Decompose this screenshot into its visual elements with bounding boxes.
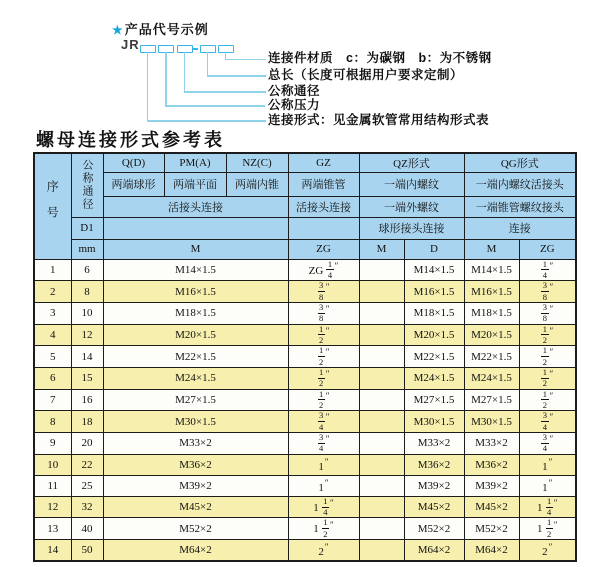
cell-qz-d: M24×1.5 <box>404 367 464 389</box>
table-body <box>34 259 576 561</box>
th-taper-thread-joint: 一端锥管螺纹接头 <box>464 196 576 217</box>
header-row-1 <box>34 153 576 172</box>
header-row-3 <box>34 196 576 217</box>
inch-mark: ″ <box>324 456 329 467</box>
header-row-4 <box>34 217 576 239</box>
header-row-5 <box>34 239 576 259</box>
th-group-nzc: NZ(C) <box>226 153 288 172</box>
table-row <box>34 281 576 303</box>
cell-qg-zg <box>519 389 576 411</box>
cell-m: M20×1.5 <box>103 324 288 346</box>
cell-dn: 40 <box>71 518 103 540</box>
th-inner-thread-union: 一端内螺纹活接头 <box>464 172 576 196</box>
cell-m: M39×2 <box>103 475 288 496</box>
cell-gz: 1 $\frac{1}{2}$ ″ <box>288 518 359 540</box>
cell-no: 6 <box>34 367 71 389</box>
connection-table <box>33 152 577 562</box>
cell-no: 4 <box>34 324 71 346</box>
table-row <box>34 454 576 475</box>
fraction: $\frac{1}{2}$ <box>319 367 324 389</box>
fraction: $\frac{1}{2}$ <box>319 345 324 367</box>
th-seq: 序号 <box>34 153 71 259</box>
cell-gz <box>288 389 359 411</box>
inch-mark: ″ <box>330 519 334 530</box>
inch-mark: ″ <box>325 347 330 358</box>
code-dash <box>192 48 198 50</box>
th-qg-m: M <box>464 239 519 259</box>
header-row-2 <box>34 172 576 196</box>
fraction: $\frac{1}{2}$ <box>542 324 548 345</box>
table-row <box>34 302 576 324</box>
cell-qz-m <box>359 367 404 389</box>
cell-gz: 2″ <box>288 540 359 561</box>
inch-mark: ″ <box>324 477 329 488</box>
star-icon: ★ <box>112 23 124 37</box>
cell-qg-zg <box>519 281 576 303</box>
table-row <box>34 259 576 281</box>
connector-line <box>184 52 186 92</box>
cell-qg-zg <box>519 324 576 346</box>
cell-qg-zg: 2″ <box>519 540 576 561</box>
code-label-length: 总长（长度可根据用户要求定制） <box>268 67 464 82</box>
cell-gz <box>288 324 359 346</box>
th-qz-m: M <box>359 239 404 259</box>
connector-line <box>165 105 265 107</box>
th-nominal-diameter: 公称通径 <box>71 153 103 217</box>
cell-m: M30×1.5 <box>103 411 288 433</box>
fraction: $\frac{1}{2}$ <box>542 345 548 367</box>
th-group-pma: PM(A) <box>164 153 226 172</box>
fraction: $\frac{1}{2}$ <box>323 517 328 539</box>
code-box-5 <box>218 45 234 53</box>
cell-qg-zg: 1″ <box>519 454 576 475</box>
cell-qg-m: M52×2 <box>464 518 519 540</box>
cell-m: M16×1.5 <box>103 281 288 303</box>
cell-no: 12 <box>34 496 71 518</box>
cell-dn: 14 <box>71 346 103 368</box>
th-union-connect-1: 活接头连接 <box>103 196 288 217</box>
cell-qz-m <box>359 433 404 455</box>
connector-line <box>147 120 266 122</box>
connector-line <box>225 59 266 61</box>
cell-qg-zg <box>519 367 576 389</box>
cell-gz <box>288 367 359 389</box>
table-row <box>34 389 576 411</box>
th-group-qg: QG形式 <box>464 153 576 172</box>
th-group-gz: GZ <box>288 153 359 172</box>
table-row <box>34 540 576 561</box>
cell-qz-m <box>359 475 404 496</box>
cell-dn: 20 <box>71 433 103 455</box>
th-inner-thread: 一端内螺纹 <box>359 172 464 196</box>
th-ends-cone: 两端内锥 <box>226 172 288 196</box>
cell-qg-zg <box>519 346 576 368</box>
th-qz-d: D <box>404 239 464 259</box>
table-row <box>34 475 576 496</box>
cell-qg-m: M36×2 <box>464 454 519 475</box>
fraction: $\frac{1}{2}$ <box>319 389 324 410</box>
fraction: $\frac{3}{8}$ <box>319 302 324 324</box>
inch-mark: ″ <box>325 282 330 293</box>
diagram-title-text: 产品代号示例 <box>124 22 209 37</box>
cell-gz <box>288 281 359 303</box>
fraction: $\frac{1}{4}$ <box>547 496 552 518</box>
cell-dn: 32 <box>71 496 103 518</box>
cell-gz: 1 $\frac{1}{4}$ ″ <box>288 496 359 518</box>
cell-m: M33×2 <box>103 433 288 455</box>
cell-qz-d: M20×1.5 <box>404 324 464 346</box>
inch-mark: ″ <box>325 325 330 336</box>
fraction: $\frac{3}{4}$ <box>319 410 324 432</box>
cell-dn: 50 <box>71 540 103 561</box>
inch-mark: ″ <box>325 412 330 423</box>
inch-mark: ″ <box>549 304 554 315</box>
cell-no: 11 <box>34 475 71 496</box>
cell-dn: 16 <box>71 389 103 411</box>
inch-mark: ″ <box>549 325 554 336</box>
cell-qg-m: M16×1.5 <box>464 281 519 303</box>
cell-qz-d: M45×2 <box>404 496 464 518</box>
cell-m: M18×1.5 <box>103 302 288 324</box>
fraction: $\frac{1}{4}$ <box>542 259 548 280</box>
table-title: 螺母连接形式参考表 <box>36 130 225 150</box>
diagram-title <box>112 19 209 38</box>
cell-no: 8 <box>34 411 71 433</box>
inch-mark: ″ <box>548 541 553 552</box>
cell-no: 5 <box>34 346 71 368</box>
code-box-4 <box>200 45 216 53</box>
th-qg-zg: ZG <box>519 239 576 259</box>
fraction: $\frac{1}{2}$ <box>319 324 324 345</box>
connector-line <box>147 52 149 121</box>
connector-line <box>207 52 209 76</box>
cell-qg-m: M18×1.5 <box>464 302 519 324</box>
cell-gz <box>288 302 359 324</box>
fraction: $\frac{3}{8}$ <box>542 302 548 324</box>
th-ends-ball: 两端球形 <box>103 172 164 196</box>
th-connect: 连接 <box>464 217 576 239</box>
inch-mark: ″ <box>549 347 554 358</box>
inch-mark: ″ <box>324 541 329 552</box>
cell-qz-d: M64×2 <box>404 540 464 561</box>
cell-qz-m <box>359 281 404 303</box>
inch-mark: ″ <box>549 434 554 445</box>
code-box-1 <box>140 45 156 53</box>
cell-qg-m: M22×1.5 <box>464 346 519 368</box>
fraction: $\frac{1}{2}$ <box>542 389 548 410</box>
connector-line <box>184 91 266 93</box>
th-zg: ZG <box>288 239 359 259</box>
cell-dn: 12 <box>71 324 103 346</box>
cell-qg-m: M27×1.5 <box>464 389 519 411</box>
inch-mark: ″ <box>549 390 554 401</box>
th-blank-m <box>103 217 288 239</box>
fraction: $\frac{1}{2}$ <box>547 517 552 539</box>
code-label-pressure: 公称压力 <box>268 97 321 112</box>
th-mm: mm <box>71 239 103 259</box>
table-row <box>34 411 576 433</box>
cell-qg-zg <box>519 433 576 455</box>
cell-m: M36×2 <box>103 454 288 475</box>
inch-mark: ″ <box>553 519 558 530</box>
code-label-material: 连接件材质 c：为碳钢 b：为不锈钢 <box>268 51 492 65</box>
cell-qg-m: M30×1.5 <box>464 411 519 433</box>
fraction: $\frac{1}{2}$ <box>542 367 548 389</box>
cell-qg-zg <box>519 259 576 281</box>
cell-dn: 15 <box>71 367 103 389</box>
cell-qg-zg <box>519 302 576 324</box>
fraction: $\frac{3}{4}$ <box>319 432 324 454</box>
cell-qz-m <box>359 259 404 281</box>
cell-gz: 1″ <box>288 454 359 475</box>
connector-line <box>165 52 167 106</box>
inch-mark: ″ <box>549 412 554 423</box>
cell-gz <box>288 346 359 368</box>
inch-mark: ″ <box>549 282 554 293</box>
inch-mark: ″ <box>325 369 330 380</box>
inch-mark: ″ <box>334 260 339 271</box>
th-outer-thread: 一端外螺纹 <box>359 196 464 217</box>
cell-qz-d: M27×1.5 <box>404 389 464 411</box>
cell-gz: 1″ <box>288 475 359 496</box>
table-row <box>34 433 576 455</box>
cell-no: 10 <box>34 454 71 475</box>
connector-line <box>207 75 266 77</box>
fraction: $\frac{1}{4}$ <box>323 496 328 518</box>
cell-m: M22×1.5 <box>103 346 288 368</box>
fraction: $\frac{3}{8}$ <box>542 280 548 302</box>
cell-qz-d: M36×2 <box>404 454 464 475</box>
fraction: $\frac{3}{8}$ <box>319 280 324 302</box>
cell-qz-m <box>359 454 404 475</box>
cell-qg-m: M20×1.5 <box>464 324 519 346</box>
cell-no: 9 <box>34 433 71 455</box>
cell-no: 1 <box>34 259 71 281</box>
cell-qg-m: M33×2 <box>464 433 519 455</box>
table-row <box>34 518 576 540</box>
cell-dn: 18 <box>71 411 103 433</box>
cell-no: 2 <box>34 281 71 303</box>
connection-table-wrap <box>33 152 577 562</box>
cell-no: 3 <box>34 302 71 324</box>
cell-qz-d: M33×2 <box>404 433 464 455</box>
cell-qz-m <box>359 302 404 324</box>
cell-qg-m: M45×2 <box>464 496 519 518</box>
table-row <box>34 367 576 389</box>
cell-dn: 22 <box>71 454 103 475</box>
cell-qz-m <box>359 346 404 368</box>
th-group-qd: Q(D) <box>103 153 164 172</box>
cell-gz <box>288 433 359 455</box>
th-ball-joint-connect: 球形接头连接 <box>359 217 464 239</box>
cell-qz-m <box>359 496 404 518</box>
th-group-qz: QZ形式 <box>359 153 464 172</box>
cell-qz-m <box>359 411 404 433</box>
inch-mark: ″ <box>330 497 334 508</box>
code-label-diameter: 公称通径 <box>268 83 321 98</box>
cell-gz: ZG $\frac{1}{4}$ ″ <box>288 259 359 281</box>
cell-dn: 10 <box>71 302 103 324</box>
cell-no: 14 <box>34 540 71 561</box>
cell-gz <box>288 411 359 433</box>
cell-qz-d: M14×1.5 <box>404 259 464 281</box>
table-row <box>34 346 576 368</box>
cell-no: 13 <box>34 518 71 540</box>
cell-m: M64×2 <box>103 540 288 561</box>
th-blank-gz <box>288 217 359 239</box>
code-box-3 <box>177 45 193 53</box>
inch-mark: ″ <box>549 369 554 380</box>
cell-qz-m <box>359 324 404 346</box>
cell-qz-d: M16×1.5 <box>404 281 464 303</box>
code-label-connection: 连接形式：见金属软管常用结构形式表 <box>268 112 490 127</box>
th-m-wide: M <box>103 239 288 259</box>
cell-qz-d: M18×1.5 <box>404 302 464 324</box>
fraction: $\frac{3}{4}$ <box>542 432 548 454</box>
cell-qg-zg: 1″ <box>519 475 576 496</box>
cell-qz-d: M52×2 <box>404 518 464 540</box>
cell-qg-m: M64×2 <box>464 540 519 561</box>
cell-qg-m: M24×1.5 <box>464 367 519 389</box>
cell-qg-m: M39×2 <box>464 475 519 496</box>
th-ends-flat: 两端平面 <box>164 172 226 196</box>
cell-qz-m <box>359 540 404 561</box>
table-row <box>34 324 576 346</box>
cell-no: 7 <box>34 389 71 411</box>
cell-dn: 6 <box>71 259 103 281</box>
cell-m: M14×1.5 <box>103 259 288 281</box>
cell-qz-m <box>359 389 404 411</box>
th-ends-taper-pipe: 两端锥管 <box>288 172 359 196</box>
cell-qg-zg <box>519 411 576 433</box>
inch-mark: ″ <box>325 304 330 315</box>
cell-qz-d: M22×1.5 <box>404 346 464 368</box>
fraction: $\frac{1}{4}$ <box>327 259 333 280</box>
table-header <box>34 153 576 259</box>
inch-mark: ″ <box>325 390 330 401</box>
inch-mark: ″ <box>548 456 553 467</box>
cell-qz-d: M39×2 <box>404 475 464 496</box>
fraction: $\frac{3}{4}$ <box>542 410 548 432</box>
inch-mark: ″ <box>325 434 330 445</box>
cell-qg-m: M14×1.5 <box>464 259 519 281</box>
table-row <box>34 496 576 518</box>
cell-qz-d: M30×1.5 <box>404 411 464 433</box>
cell-dn: 25 <box>71 475 103 496</box>
product-code: JR <box>121 37 140 52</box>
cell-qg-zg: 1 $\frac{1}{4}$ ″ <box>519 496 576 518</box>
cell-qz-m <box>359 518 404 540</box>
th-d1: D1 <box>71 217 103 239</box>
inch-mark: ″ <box>553 497 558 508</box>
cell-m: M27×1.5 <box>103 389 288 411</box>
cell-m: M52×2 <box>103 518 288 540</box>
cell-dn: 8 <box>71 281 103 303</box>
cell-m: M24×1.5 <box>103 367 288 389</box>
inch-mark: ″ <box>549 260 554 271</box>
cell-qg-zg: 1 $\frac{1}{2}$ ″ <box>519 518 576 540</box>
inch-mark: ″ <box>548 477 553 488</box>
th-union-connect-2: 活接头连接 <box>288 196 359 217</box>
cell-m: M45×2 <box>103 496 288 518</box>
